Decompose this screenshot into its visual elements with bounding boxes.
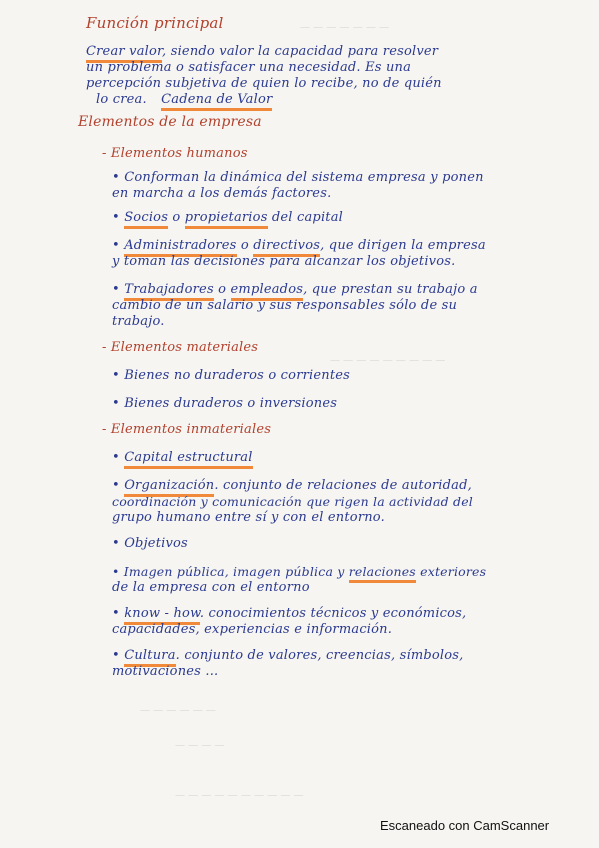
term-cadena-de-valor: Cadena de Valor: [161, 92, 272, 111]
definition-line-2: un problema o satisfacer una necesidad. Es una: [86, 60, 412, 75]
subheading-materiales: - Elementos materiales: [102, 340, 259, 355]
inmateriales-bullet-4-line-1: • Imagen pública, imagen pública y relaciones exteriores: [112, 564, 486, 579]
materiales-bullet-2: • Bienes duraderos o inversiones: [112, 396, 338, 411]
humanos-bullet-1-line-2: en marcha a los demás factores.: [112, 186, 332, 201]
materiales-bullet-1: • Bienes no duraderos o corrientes: [112, 368, 351, 383]
inmateriales-bullet-5-line-1: • know - how. conocimientos técnicos y económicos,: [112, 606, 466, 621]
humanos-bullet-1-line-1: • Conforman la dinámica del sistema empresa y ponen: [112, 170, 484, 185]
camscanner-footer: Escaneado con CamScanner: [380, 818, 550, 833]
page-title: Función principal: [86, 14, 224, 32]
humanos-bullet-3-line-1: • Administradores o directivos, que dirigen la empresa: [112, 238, 486, 253]
inmateriales-bullet-6-line-1: • Cultura. conjunto de valores, creencias, símbolos,: [112, 648, 464, 663]
humanos-bullet-2: • Socios o propietarios del capital: [112, 210, 343, 225]
subheading-humanos: - Elementos humanos: [102, 146, 248, 161]
inmateriales-bullet-2-line-3: grupo humano entre sí y con el entorno.: [112, 510, 385, 525]
bleed-through-mark: — — — — — — —: [300, 22, 390, 33]
humanos-bullet-3-line-2: y toman las decisiones para alcanzar los objetivos.: [112, 254, 456, 269]
inmateriales-bullet-6-line-2: motivaciones ...: [112, 664, 219, 679]
definition-line-4: lo crea. Cadena de Valor: [96, 92, 272, 107]
inmateriales-bullet-2-line-2: coordinación y comunicación que rigen la actividad del: [112, 494, 473, 509]
section-heading: Elementos de la empresa: [78, 114, 262, 130]
subheading-inmateriales: - Elementos inmateriales: [102, 422, 272, 437]
inmateriales-bullet-4-line-2: de la empresa con el entorno: [112, 580, 310, 595]
bleed-through-mark: — — — — — — — — —: [330, 355, 446, 366]
definition-line-3: percepción subjetiva de quien lo recibe, no de quién: [86, 76, 442, 91]
inmateriales-bullet-2-line-1: • Organización. conjunto de relaciones de autoridad,: [112, 478, 472, 493]
humanos-bullet-4-line-1: • Trabajadores o empleados, que prestan su trabajo a: [112, 282, 478, 297]
humanos-bullet-4-line-2: cambio de un salario y sus responsables sólo de su: [112, 298, 458, 313]
bleed-through-mark: — — — — — —: [140, 705, 216, 716]
inmateriales-bullet-3: • Objetivos: [112, 536, 188, 551]
bleed-through-mark: — — — — — — — — — —: [175, 790, 304, 801]
definition-line-1: Crear valor, siendo valor la capacidad para resolver: [86, 44, 438, 59]
inmateriales-bullet-5-line-2: capacidades, experiencias e información.: [112, 622, 393, 637]
term-crear-valor: Crear valor: [86, 44, 162, 63]
bleed-through-mark: — — — —: [175, 740, 225, 751]
inmateriales-bullet-1: • Capital estructural: [112, 450, 253, 465]
humanos-bullet-4-line-3: trabajo.: [112, 314, 165, 329]
